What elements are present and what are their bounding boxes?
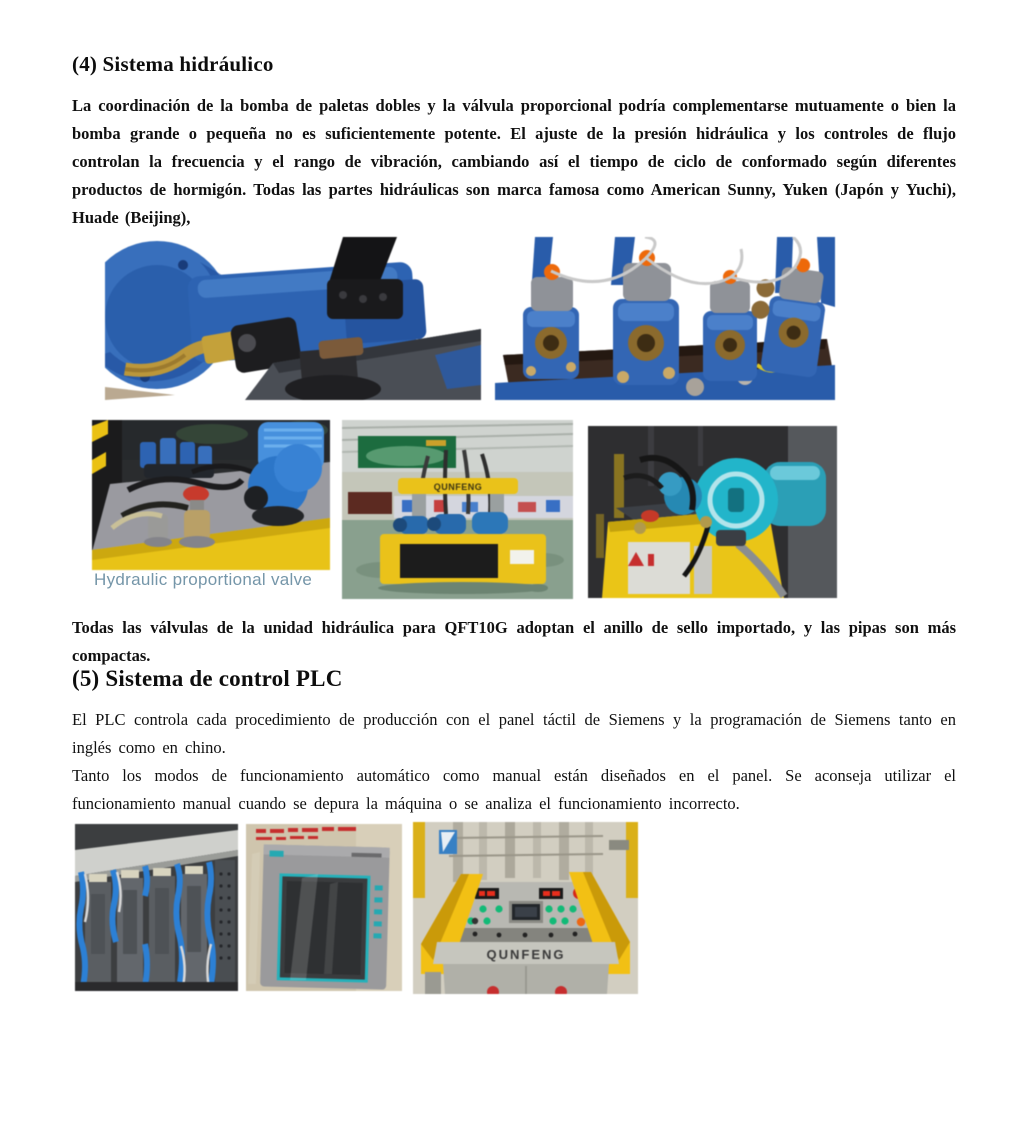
photo-hydraulic-pump-closeup: [105, 237, 481, 400]
section4-heading: (4) Sistema hidráulico: [72, 52, 274, 76]
section5-body: [72, 706, 956, 818]
solenoid-valve-bank-illustration: [495, 237, 835, 400]
photo-hydraulic-power-unit: [92, 420, 330, 570]
photo-plc-rack: [75, 824, 238, 991]
photo-solenoid-valve-bank: [495, 237, 835, 400]
qunfeng-machine-illustration: [342, 420, 573, 599]
touch-panel-illustration: [246, 824, 402, 991]
hydraulic-pump-closeup-illustration: [105, 237, 481, 400]
hydraulic-power-unit-illustration: [92, 420, 330, 570]
photo-teal-pump-unit: [588, 426, 837, 598]
qunfeng-banner-text: QUNFENG: [433, 482, 483, 492]
photo-qunfeng-control-console: [413, 822, 638, 994]
section5-paragraph2: Tanto los modos de funcionamiento automático como manual están diseñados en el panel. Se aconseja utilizar el funcionamiento manual cuando se depura la máquina o se analiza el funcionamiento incorrecto.: [72, 766, 956, 813]
console-front: [425, 942, 619, 994]
control-console-illustration: [413, 822, 638, 994]
section4-note: Todas las válvulas de la unidad hidráulica para QFT10G adoptan el anillo de sello importado, y las pipas son más compactas.: [72, 618, 956, 665]
factory-ceiling: [342, 420, 573, 472]
plc-rack-illustration: [75, 824, 238, 991]
qunfeng-console-text: QUNFENG: [486, 947, 566, 962]
photo-caption: Hydraulic proportional valve: [94, 570, 313, 589]
section5-paragraph1: El PLC controla cada procedimiento de producción con el panel táctil de Siemens y la programación de Siemens tanto en inglés como en chino.: [72, 710, 956, 757]
photo-qunfeng-machine-floor: [342, 420, 573, 599]
section4-paragraph: La coordinación de la bomba de paletas dobles y la válvula proporcional podría complementarse mutuamente o bien la bomba grande o pequeña no es suficientemente potente. El ajuste de la presión hidráulica y los controles de flujo controlan la frecuencia y el rango de vibración, cambiando así el tiempo de ciclo de conformado según diferentes productos de hormigón. Todas las partes hidráulicas son marca famosa como American Sunny, Yuken (Japón y Yuchi), Huade (Beijing),: [72, 96, 956, 227]
photo-siemens-touch-panel: [246, 824, 402, 991]
teal-pump-unit-illustration: [588, 426, 837, 598]
section5-heading: (5) Sistema de control PLC: [72, 666, 343, 691]
